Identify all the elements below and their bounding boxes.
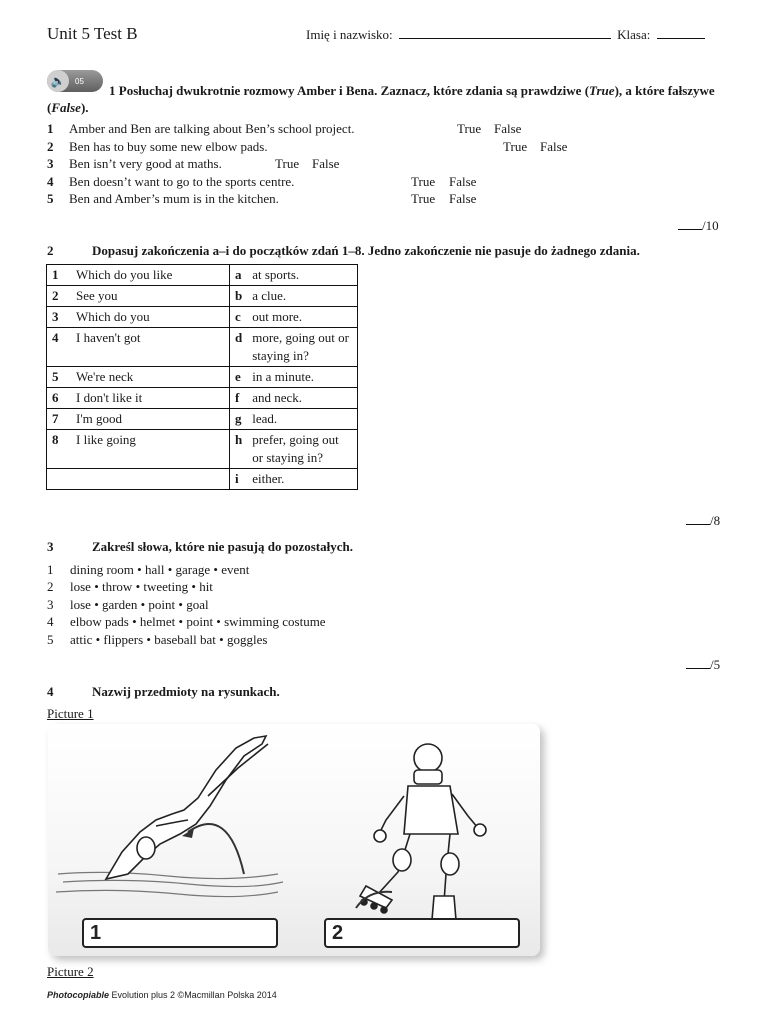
sentence-start: Which do you [71,307,230,328]
ending-letter: g [230,409,253,430]
row-number: 6 [47,388,72,409]
student-info-line [306,27,705,43]
table-row [47,430,358,469]
true-option[interactable]: True [503,139,528,154]
sentence-ending: either. [252,469,358,490]
true-option[interactable]: True [411,174,436,189]
sentence-start: I like going [71,430,230,469]
diver-figure [106,736,268,879]
false-option[interactable]: False [540,139,568,154]
table-row [47,265,358,286]
sentence-ending: at sports. [252,265,358,286]
sentence-start: See you [71,286,230,307]
answer-box-2[interactable]: 2 [324,918,520,948]
sentence-start: We're neck [71,367,230,388]
row-number: 4 [47,328,72,367]
ending-letter: b [230,286,253,307]
ending-letter: d [230,328,253,367]
water-lines [56,872,283,896]
sentence-ending: a clue. [252,286,358,307]
speaker-icon: 🔈 [47,70,69,92]
sentence-ending: lead. [252,409,358,430]
sentence-ending: out more. [252,307,358,328]
name-field[interactable] [399,28,611,39]
test-title: Unit 5 Test B [47,24,138,43]
sentence-start: I'm good [71,409,230,430]
picture-2-label: Picture 2 [47,964,94,979]
score-field[interactable] [686,524,710,525]
ending-letter: i [230,469,253,490]
true-option[interactable]: True [457,121,482,136]
sentence-ending: more, going out or staying in? [252,328,358,367]
row-number: 5 [47,367,72,388]
row-number [47,469,72,490]
false-option[interactable]: False [312,156,340,171]
picture-1-illustration [48,724,540,956]
class-label: Klasa: [617,27,651,42]
table-row [47,409,358,430]
table-row [47,388,358,409]
sentence-start: I don't like it [71,388,230,409]
table-row [47,469,358,490]
ending-letter: c [230,307,253,328]
name-label: Imię i nazwisko: [306,27,393,42]
score-field[interactable] [686,668,710,669]
ending-letter: a [230,265,253,286]
ending-letter: h [230,430,253,469]
false-option[interactable]: False [494,121,522,136]
row-number: 7 [47,409,72,430]
ex2-score: /8 [686,513,720,529]
table-row [47,307,358,328]
score-field[interactable] [678,229,702,230]
copyright-footer: Photocopiable Evolution plus 2 ©Macmillan Polska 2014 [47,990,277,1000]
skater-figure [360,744,486,927]
sentence-start: I haven't got [71,328,230,367]
matching-table [46,264,358,490]
row-number: 3 [47,307,72,328]
ending-letter: e [230,367,253,388]
table-row [47,328,358,367]
dive-arc [188,824,244,874]
ex1-instruction: 1 Posłuchaj dwukrotnie rozmowy Amber i Bena. Zaznacz, które zdania są prawdziwe (True), a które fałszywe (False). [47,83,715,115]
sentence-start [71,469,230,490]
sentence-start: Which do you like [71,265,230,286]
table-row [47,367,358,388]
table-row [47,286,358,307]
sentence-ending: in a minute. [252,367,358,388]
true-option[interactable]: True [275,156,300,171]
ex1-score: /10 [678,218,719,234]
row-number: 1 [47,265,72,286]
ending-letter: f [230,388,253,409]
row-number: 8 [47,430,72,469]
class-field[interactable] [657,28,705,39]
answer-box-1[interactable]: 1 [82,918,278,948]
sentence-ending: and neck. [252,388,358,409]
sentence-ending: prefer, going out or staying in? [252,430,358,469]
false-option[interactable]: False [449,191,477,206]
picture-1-label: Picture 1 [47,706,94,721]
false-option[interactable]: False [449,174,477,189]
true-option[interactable]: True [411,191,436,206]
audio-track-number: 05 [75,76,84,86]
ex3-score: /5 [686,657,720,673]
row-number: 2 [47,286,72,307]
